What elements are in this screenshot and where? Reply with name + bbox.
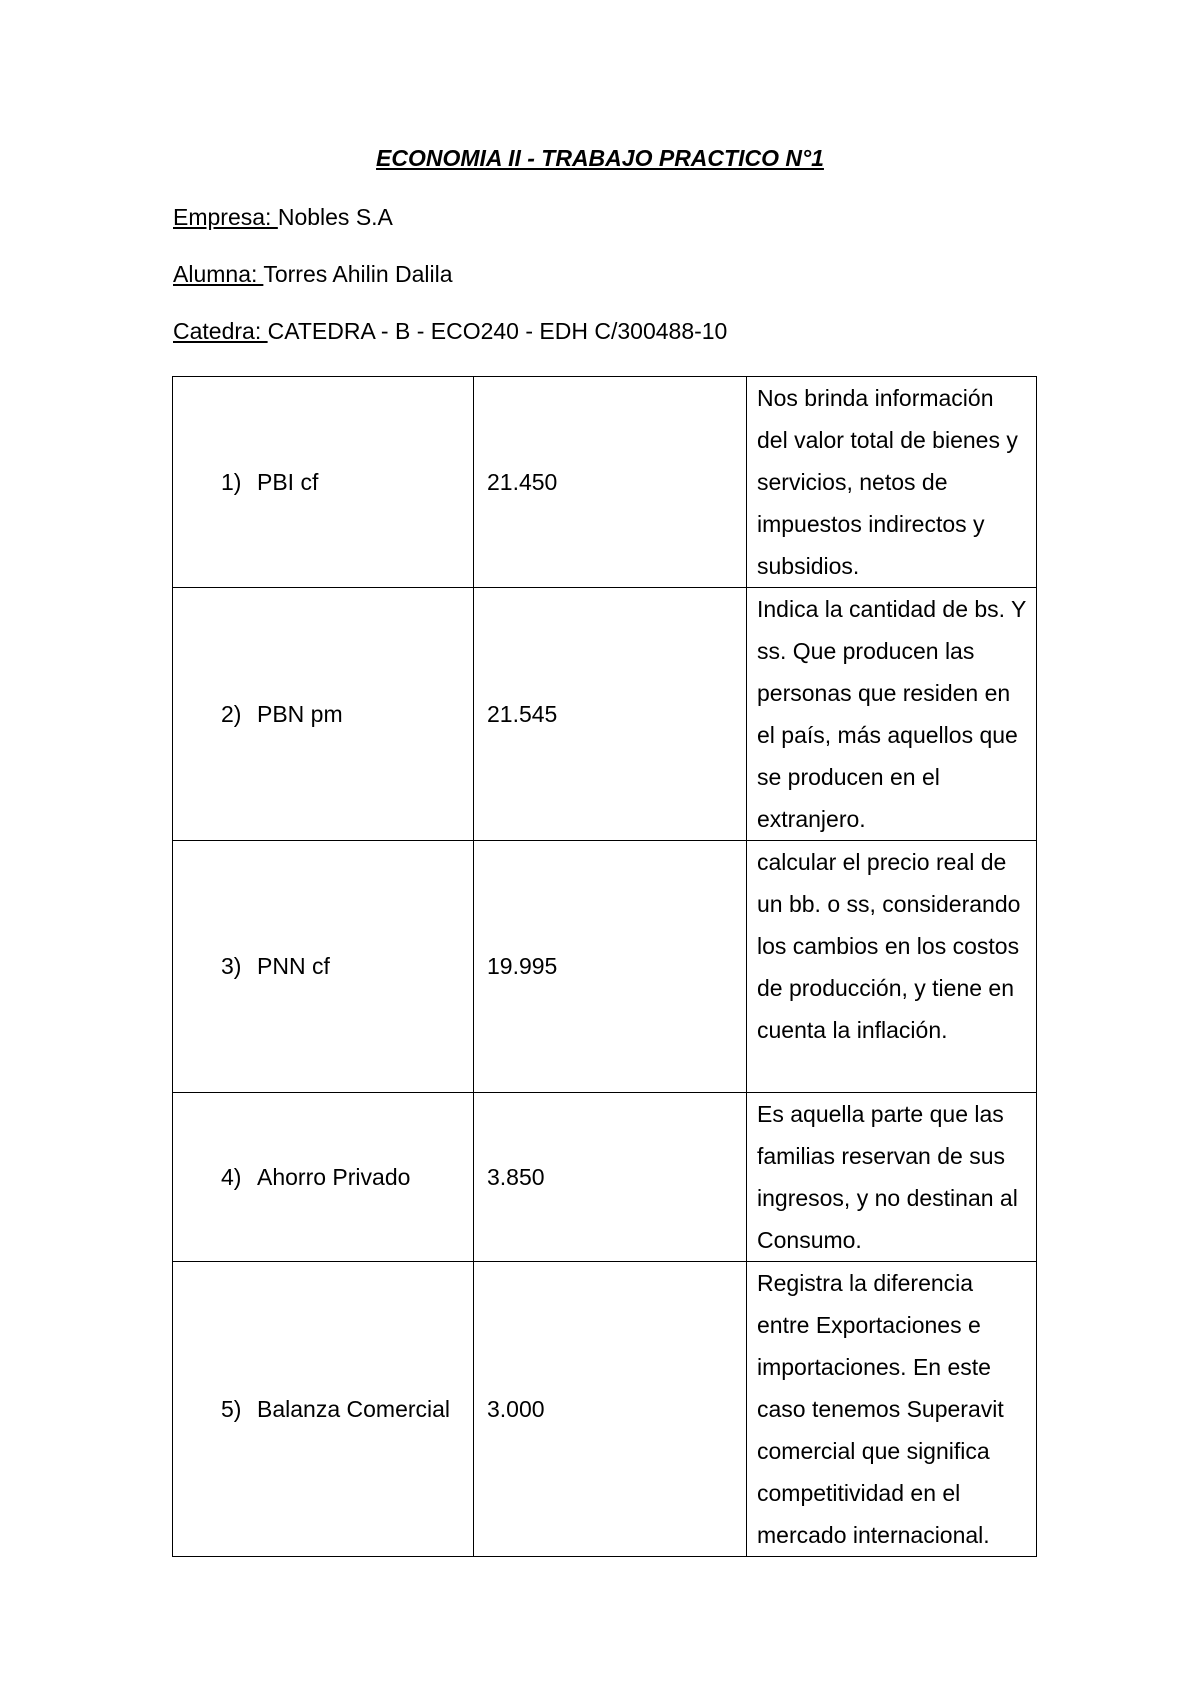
concept-name: PNN cf xyxy=(257,953,330,979)
alumna-line xyxy=(173,259,453,289)
concept-cell xyxy=(173,1262,474,1557)
alumna-label: Alumna: xyxy=(173,261,264,287)
description-cell: Nos brinda información del valor total de bienes y servicios, netos de impuestos indirectos y subsidios. xyxy=(747,377,1037,588)
table-row xyxy=(173,1093,1037,1262)
concept-name: Ahorro Privado xyxy=(257,1163,411,1190)
empresa-label: Empresa: xyxy=(173,204,278,230)
catedra-value: CATEDRA - B - ECO240 - EDH C/300488-10 xyxy=(267,318,728,344)
concept-name: PBI cf xyxy=(257,468,319,495)
row-number: 1) xyxy=(221,468,242,495)
row-number: 5) xyxy=(221,1395,242,1422)
table-row xyxy=(173,377,1037,588)
concept-name: Balanza Comercial xyxy=(257,1395,451,1422)
alumna-value: Torres Ahilin Dalila xyxy=(263,261,453,287)
row-number: 2) xyxy=(221,700,242,727)
value-cell: 3.000 xyxy=(474,1262,747,1557)
concept-cell xyxy=(173,377,474,588)
table-row xyxy=(173,1262,1037,1557)
empresa-value: Nobles S.A xyxy=(277,204,393,230)
value-cell: 21.450 xyxy=(474,377,747,588)
table-row xyxy=(173,841,1037,1093)
value-cell: 19.995 xyxy=(474,841,747,1093)
empresa-line xyxy=(173,202,393,232)
concept-cell xyxy=(173,1093,474,1262)
row-number: 3) xyxy=(221,953,242,979)
table-row xyxy=(173,588,1037,841)
indicators-table xyxy=(172,376,1037,1557)
description-cell: Es aquella parte que las familias reservan de sus ingresos, y no destinan al Consumo. xyxy=(747,1093,1037,1262)
concept-cell xyxy=(173,841,474,1093)
catedra-label: Catedra: xyxy=(173,318,268,344)
catedra-line xyxy=(173,316,727,346)
concept-name: PBN pm xyxy=(257,700,343,727)
description-cell: Registra la diferencia entre Exportaciones e importaciones. En este caso tenemos Superavit comercial que significa competitividad en el mercado internacional. xyxy=(747,1262,1037,1557)
concept-cell xyxy=(173,588,474,841)
document-title: ECONOMIA II - TRABAJO PRACTICO N°1 xyxy=(376,145,824,171)
description-cell: calcular el precio real de un bb. o ss, considerando los cambios en los costos de producción, y tiene en cuenta la inflación. xyxy=(747,841,1037,1093)
value-cell: 21.545 xyxy=(474,588,747,841)
row-number: 4) xyxy=(221,1163,242,1190)
description-cell: Indica la cantidad de bs. Y ss. Que producen las personas que residen en el país, más aquellos que se producen en el extranjero. xyxy=(747,588,1037,841)
value-cell: 3.850 xyxy=(474,1093,747,1262)
